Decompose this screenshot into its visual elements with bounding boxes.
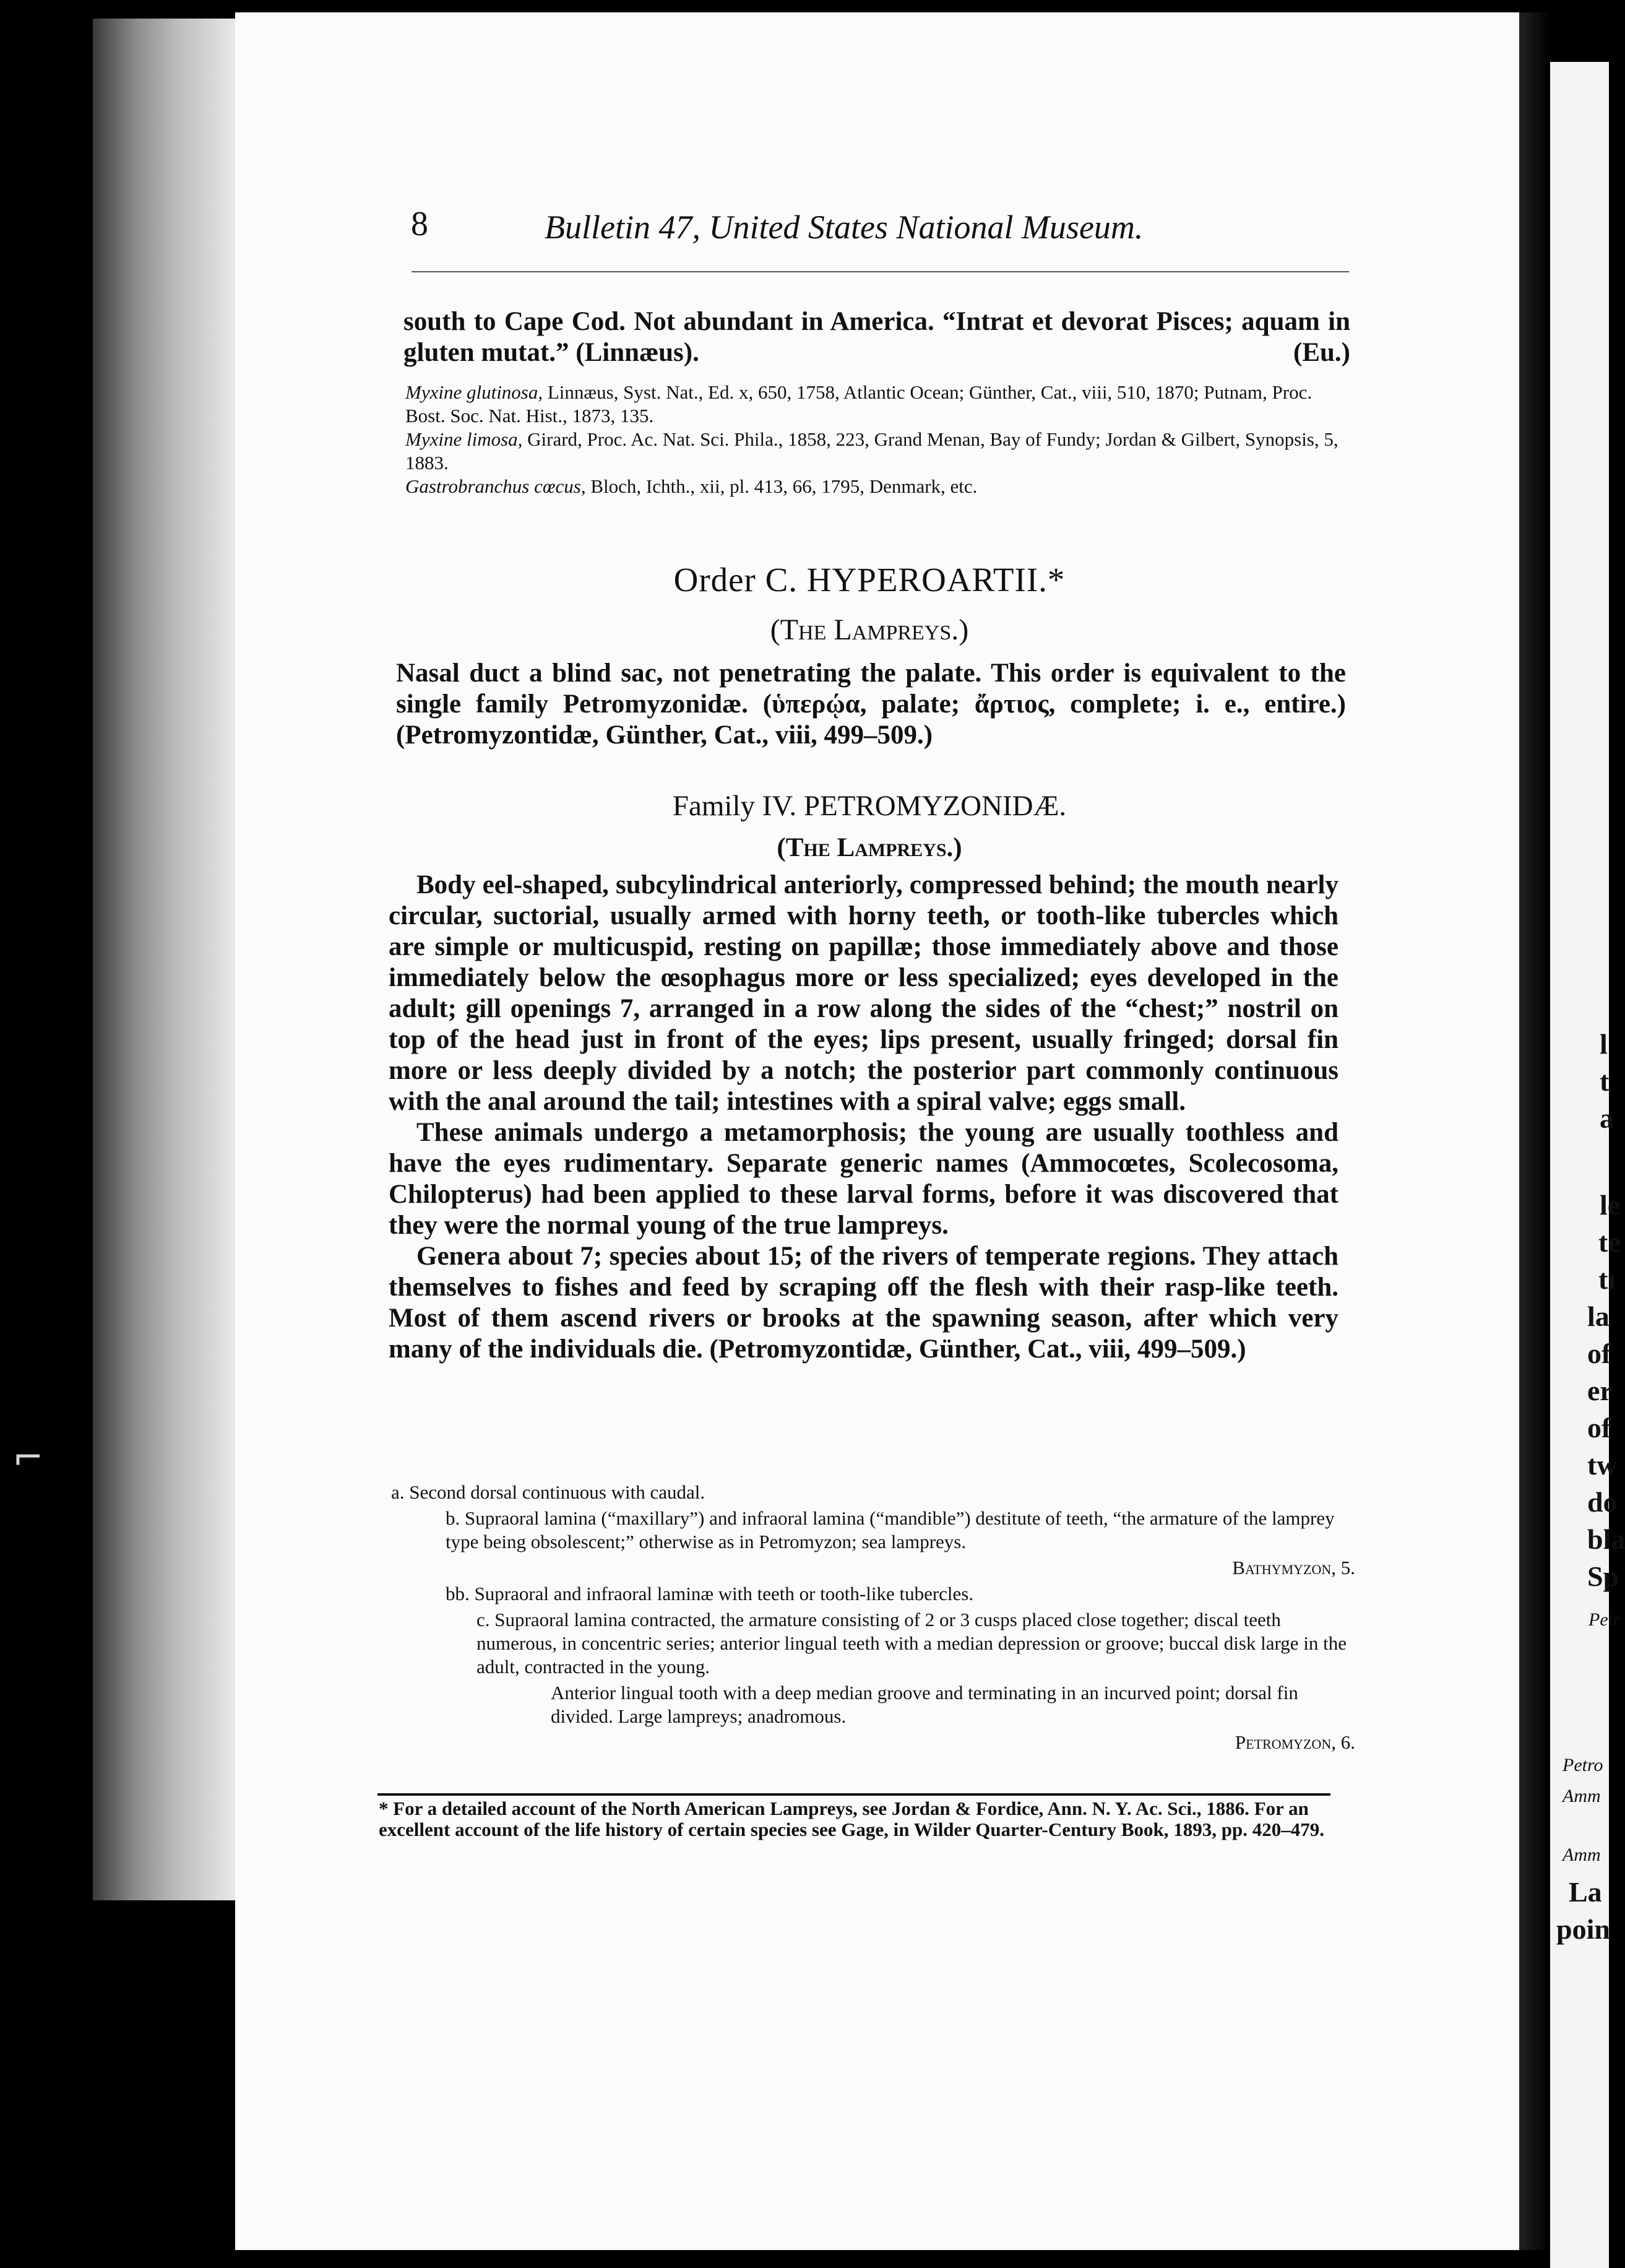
synonym-name: Myxine limosa,: [405, 428, 523, 450]
family-paragraph: Genera about 7; species about 15; of the rivers of temperate regions. They attach themselves to fishes and feed by scraping off the flesh with their rasp-like teeth. Most of them ascend rivers or brooks at the spawning season, after which very many of the individuals die. (Petromyzontidæ, Günther, Cat., viii, 499–509.): [389, 1242, 1338, 1364]
next-page-fragment: Amm: [1562, 1845, 1601, 1865]
key-couplet-c-detail: Anterior lingual tooth with a deep median groove and terminating in an incurved point; dorsal fin divided. Large lampreys; anadromous.: [551, 1682, 1298, 1727]
next-page-edge: [1550, 62, 1625, 2268]
family-paragraph: These animals undergo a metamorphosis; the young are usually toothless and have the eyes rudimentary. Separate generic names (Ammocœtes, Scolecosoma, Chilopterus) had been applied to these larval forms, before it was discovered that they were the normal young of the true lampreys.: [389, 1118, 1338, 1240]
genus-key: [384, 1481, 1355, 1757]
key-couplet-c: c. Supraoral lamina contracted, the armature consisting of 2 or 3 cusps placed close together; discal teeth numerous, in concentric series; anterior lingual teeth with a median depression or groove; buccal disk large in the adult, contracted in the young.: [476, 1609, 1347, 1677]
synonym-name: Gastrobranchus cœcus,: [405, 475, 586, 497]
intro-text: south to Cape Cod. Not abundant in America. “Intrat et devorat Pisces; aquam in gluten mutat.” (Linnæus).: [403, 307, 1350, 367]
order-description: Nasal duct a blind sac, not penetrating the palate. This order is equivalent to the single family Petromyzonidæ. (ὑπερῴα, palate; ἄρτιος, complete; i. e., entire.) (Petromyzontidæ, Günther, Cat., viii, 499–509.): [396, 659, 1346, 750]
synonym-entry: [405, 381, 1355, 428]
next-page-fragment: l: [1600, 1028, 1608, 1060]
footnote: * For a detailed account of the North American Lampreys, see Jordan & Fordice, Ann. N. Y. Ac. Sci., 1886. For an excellent account of the life history of certain species see Gage, in Wilder Quarter-Century Book, 1893, pp. 420–479.: [379, 1798, 1324, 1840]
next-page-fragment: a: [1600, 1102, 1614, 1134]
next-page-fragment: le: [1600, 1189, 1621, 1221]
next-page-fragment: do: [1587, 1486, 1618, 1518]
scanned-book-edge: [93, 19, 235, 1900]
synonym-citation: Bloch, Ichth., xii, pl. 413, 66, 1795, Denmark, etc.: [590, 475, 978, 497]
next-page-fragment: t: [1600, 1065, 1610, 1097]
synonym-citation: Linnæus, Syst. Nat., Ed. x, 650, 1758, Atlantic Ocean; Günther, Cat., viii, 510, 1870; Putnam, Proc. Bost. Soc. Nat. Hist., 1873, 135.: [405, 381, 1312, 426]
next-page-fragment: poin: [1556, 1913, 1610, 1945]
next-page-fragment: la: [1587, 1301, 1610, 1332]
footnote-rule: [377, 1793, 1330, 1796]
next-page-fragment: of: [1587, 1338, 1611, 1369]
order-subtitle: (The Lampreys.): [770, 613, 969, 646]
family-title: Family IV. PETROMYZONIDÆ.: [672, 790, 1067, 822]
header-rule: [412, 271, 1349, 272]
family-description: [389, 870, 1338, 1365]
key-couplet-bb: bb. Supraoral and infraoral laminæ with teeth or tooth-like tubercles.: [446, 1583, 974, 1604]
next-page-fragment: Amm: [1562, 1786, 1601, 1806]
synonymy-list: [405, 381, 1355, 498]
family-paragraph: Body eel-shaped, subcylindrical anteriorly, compressed behind; the mouth nearly circular, suctorial, usually armed with horny teeth, or tooth-like tubercles which are simple or multicuspid, resting on papillæ; those immediately above and those immediately below the œsophagus more or less specialized; eyes developed in the adult; gill openings 7, arranged in a row along the sides of the “chest;” nostril on top of the head just in front of the eyes; lips present, usually fringed; dorsal fin more or less deeply divided by a notch; the posterior part commonly continuous with the anal around the tail; intestines with a spiral valve; eggs small.: [389, 870, 1338, 1116]
next-page-fragment: Petro: [1562, 1755, 1603, 1775]
next-page-fragment: tı: [1598, 1263, 1616, 1295]
key-genus-bathymyzon: Bathymyzon, 5.: [1232, 1557, 1355, 1578]
next-page-fragment: tw: [1587, 1449, 1618, 1481]
family-subtitle: (The Lampreys.): [777, 833, 962, 862]
page-gutter-shadow: [1519, 12, 1550, 2250]
next-page-fragment: of: [1587, 1412, 1611, 1443]
key-couplet-b: b. Supraoral lamina (“maxillary”) and infraoral lamina (“mandible”) destitute of teeth, “the armature of the lamprey type being obsolescent;” otherwise as in Petromyzon; sea lampreys.: [446, 1507, 1335, 1552]
synonym-entry: [405, 428, 1355, 475]
next-page-fragment: te: [1598, 1226, 1621, 1258]
next-page-fragment: Sp: [1587, 1560, 1619, 1592]
next-page-fragment: bla: [1587, 1523, 1625, 1555]
order-title: Order C. HYPEROARTII.*: [673, 561, 1066, 599]
next-page-fragment: La: [1569, 1876, 1602, 1908]
next-page-fragment: er: [1587, 1375, 1613, 1406]
running-title: Bulletin 47, United States National Museum.: [545, 209, 1144, 246]
key-couplet-a: a. Second dorsal continuous with caudal.: [391, 1481, 705, 1503]
key-genus-petromyzon: Petromyzon, 6.: [1235, 1731, 1355, 1753]
range-code: (Eu.): [1293, 338, 1350, 367]
synonym-entry: [405, 475, 1355, 498]
page-number: 8: [411, 205, 428, 243]
next-page-fragment: Petr: [1588, 1609, 1621, 1630]
intro-paragraph: [403, 306, 1350, 368]
synonym-citation: Girard, Proc. Ac. Nat. Sci. Phila., 1858, 223, Grand Menan, Bay of Fundy; Jordan & Gilbert, Synopsis, 5, 1883.: [405, 428, 1338, 474]
synonym-name: Myxine glutinosa,: [405, 381, 543, 403]
scan-margin-mark: ⌐: [12, 1436, 44, 1479]
